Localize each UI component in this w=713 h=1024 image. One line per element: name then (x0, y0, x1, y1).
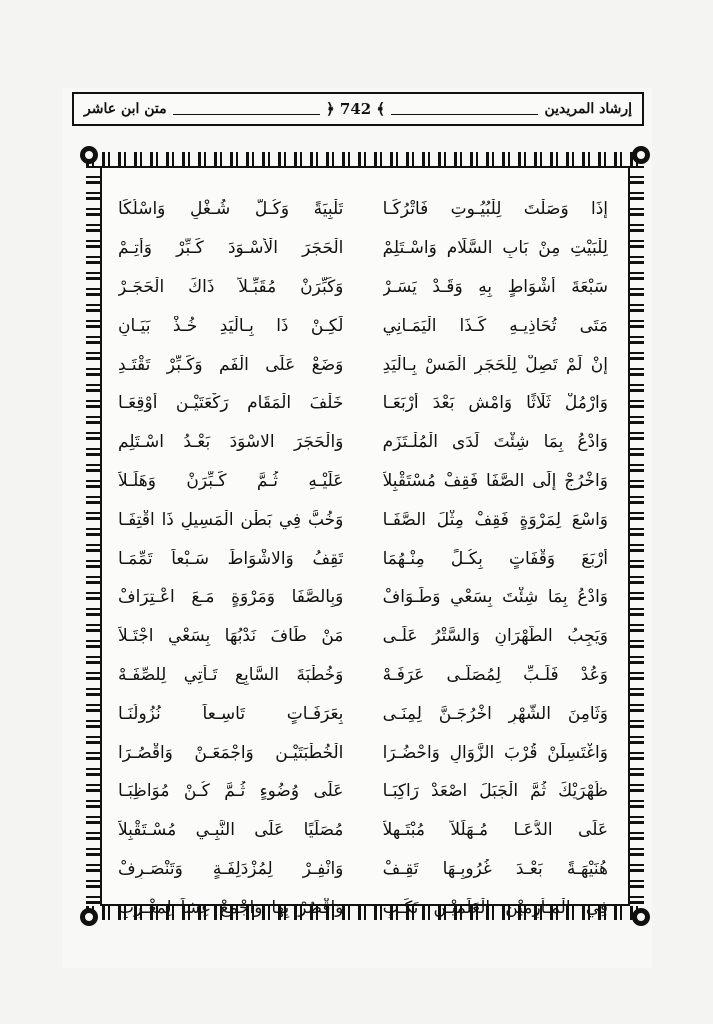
verse-line (118, 423, 608, 462)
corner-ornament-icon (632, 146, 650, 164)
verse-line (118, 384, 608, 423)
verse-first-hemistich: وَعُدْ فَلَـبِّ لِمُصَلَّـى عَرَفَـهْ (382, 664, 608, 685)
header-text-title: متن ابن عاشر (84, 101, 167, 117)
verse-line (118, 656, 608, 695)
corner-ornament-icon (80, 908, 98, 926)
verse-second-hemistich: الْخُطْبَتَيْـنِ وَاجْمَعَـنْ وَاقْصُـرَا (118, 742, 344, 763)
verse-second-hemistich: مَنْ طَافَ نَدْبُهَا بِسَعْيٍ اجْتَـلاَ (118, 626, 344, 647)
verse-line (118, 345, 608, 384)
corner-ornament-icon (632, 908, 650, 926)
verse-line (118, 268, 608, 307)
header-rule-right (391, 114, 538, 115)
poem-verses (118, 190, 608, 918)
verse-second-hemistich: وَخُطْبَةَ السَّابِعِ تَـأْتِي لِلصِّفَـهْ (118, 664, 344, 685)
verse-first-hemistich: وَاسْعَ لِمَرْوَةٍ فَقِفْ مِثْلَ الصَّفَـا (382, 509, 608, 530)
verse-second-hemistich: عَلَى وُضُوءٍ ثُـمَّ كُـنْ مُوَاظِبَـا (118, 781, 344, 802)
verse-second-hemistich: لَكِـنْ ذَا بِـالْيَدِ خُـذْ بَيَـانِ (118, 315, 344, 336)
verse-line (118, 888, 608, 927)
verse-first-hemistich: وَثَامِنَ الشَّهْرِ اخْرُجَـنَّ لِمِنَـى (382, 703, 608, 724)
verse-first-hemistich: وَيَجِبُ الطُّهْرَانِ وَالسَّتْرُ عَلَـى (382, 626, 608, 647)
verse-second-hemistich: تَقِفُ وَالاشْوَاطَ سَـبْعاً تَمِّمَـا (118, 548, 344, 569)
verse-second-hemistich: وَالْحَجَرَ الاسْوَدَ بَعْـدُ اسْـتَلِمِ (118, 432, 344, 453)
verse-first-hemistich: وَارْمُلْ ثَلَاثًا وَامْشِ بَعْدَ أَرْبَعَـا (382, 393, 608, 414)
verse-first-hemistich: وَاخْرُجْ إِلَى الصَّفَا فَقِفْ مُسْتَقْبِلاً (382, 470, 608, 491)
verse-line (118, 306, 608, 345)
verse-line (118, 811, 608, 850)
verse-first-hemistich: لِلْبَيْتِ مِنْ بَابِ السَّلَامِ وَاسْـتَلِمْ (382, 238, 608, 259)
verse-second-hemistich: الْحَجَرَ الْأَسْـوَدَ كَـبِّرْ وَأَتِـمْ (118, 238, 344, 259)
verse-first-hemistich: وَادْعُ بِمَا شِئْتَ بِسَعْيٍ وَطَـوَافْ (382, 587, 608, 608)
verse-second-hemistich: وَخُبَّ فِي بَطْنِ الْمَسِيلِ ذَا اقْتِفَـا (118, 509, 344, 530)
verse-line (118, 462, 608, 501)
verse-first-hemistich: مَتَى تُحَاذِيـهِ كَـذَا الْيَمَـانِي (382, 315, 608, 336)
verse-second-hemistich: وَكَبِّرَنْ مُقَبِّـلاً ذَاكَ الْحَجَـرْ (118, 276, 344, 297)
verse-line (118, 190, 608, 229)
verse-line (118, 617, 608, 656)
verse-second-hemistich: خَلْفَ الْمَقَامِ رَكْعَتَيْـنِ أَوْقِعَـا (118, 393, 344, 414)
verse-second-hemistich: وَانْفِـرْ لِمُزْدَلِفَـةٍ وَتَنْصَـرِفْ (118, 858, 344, 879)
header-book-title: إرشاد المريدين (544, 101, 632, 117)
corner-ornament-icon (80, 146, 98, 164)
verse-second-hemistich: تَلْبِيَةً وَكُـلَّ شُـغْلٍ وَاسْلُكَا (118, 199, 344, 220)
verse-line (118, 539, 608, 578)
verse-second-hemistich: وَبِالصَّفَا وَمَرْوَةٍ مَـعَ اعْـتِرَافْ (118, 587, 344, 608)
verse-second-hemistich: بِعَرَفَـاتٍ تَاسِـعاً نُزُولُنَـا (118, 703, 344, 724)
verse-line (118, 500, 608, 539)
verse-second-hemistich: عَلَيْـهِ ثُـمَّ كَـبِّرَنْ وَهَلِّـلاَ (118, 470, 344, 491)
page-number: ﴿ 742 ﴾ (325, 100, 386, 118)
verse-line (118, 850, 608, 889)
verse-first-hemistich: ظُهْرَيْكَ ثُمَّ الْجَبَلَ اصْعَدْ رَاكِبَـا (382, 781, 608, 802)
verse-first-hemistich: وَادْعُ بِمَا شِئْتَ لَدَى الْمُلْـتَزَمِ (382, 432, 608, 453)
verse-second-hemistich: مُصَلِّيًا عَلَى النَّبِـي مُسْـتَقْبِلاً (118, 820, 344, 841)
verse-line (118, 772, 608, 811)
verse-first-hemistich: وَاغْتَسِلَنْ قُرْبَ الزَّوَالِ وَاحْضُـرَا (382, 742, 608, 763)
verse-second-hemistich: وَضَعْ عَلَى الْفَمِ وَكَـبِّرْ تَقْتَـدِ (118, 354, 344, 375)
verse-second-hemistich: وَاقْصُرْ بِهَا وَاجْمَعْ عِشاً لِمَغْـرِبِ (118, 897, 344, 918)
header-rule-left (173, 114, 320, 115)
verse-first-hemistich: سَبْعَةَ أَشْوَاطٍ بِهِ وَقَـدْ يَسَـرْ (382, 276, 608, 297)
verse-first-hemistich: إِنْ لَمْ تَصِلْ لِلْحَجَرِ الْمَسْ بِـالْيَدِ (382, 354, 608, 375)
verse-line (118, 733, 608, 772)
verse-first-hemistich: أَرْبَعَ وَقْفَاتٍ بِكُـلٍّ مِنْـهُمَا (382, 548, 608, 569)
running-header (72, 92, 644, 126)
verse-line (118, 578, 608, 617)
verse-first-hemistich: عَلَى الدُّعَـا مُـهَلِّلاً مُبْتَـهِلاً (382, 820, 608, 841)
verse-first-hemistich: فِي الْمَـأْزِمَيْنِ الْعَلَمَيْـنِ نَكِّـبِ (382, 897, 608, 918)
verse-line (118, 229, 608, 268)
verse-first-hemistich: هُنَيْهَـةً بَعْـدَ غُرُوبِـهَا تَقِـفْ (382, 858, 608, 879)
verse-first-hemistich: إِذَا وَصَلْتَ لِلْبُيُـوتِ فَاتْرُكَـا (382, 199, 608, 220)
verse-line (118, 694, 608, 733)
